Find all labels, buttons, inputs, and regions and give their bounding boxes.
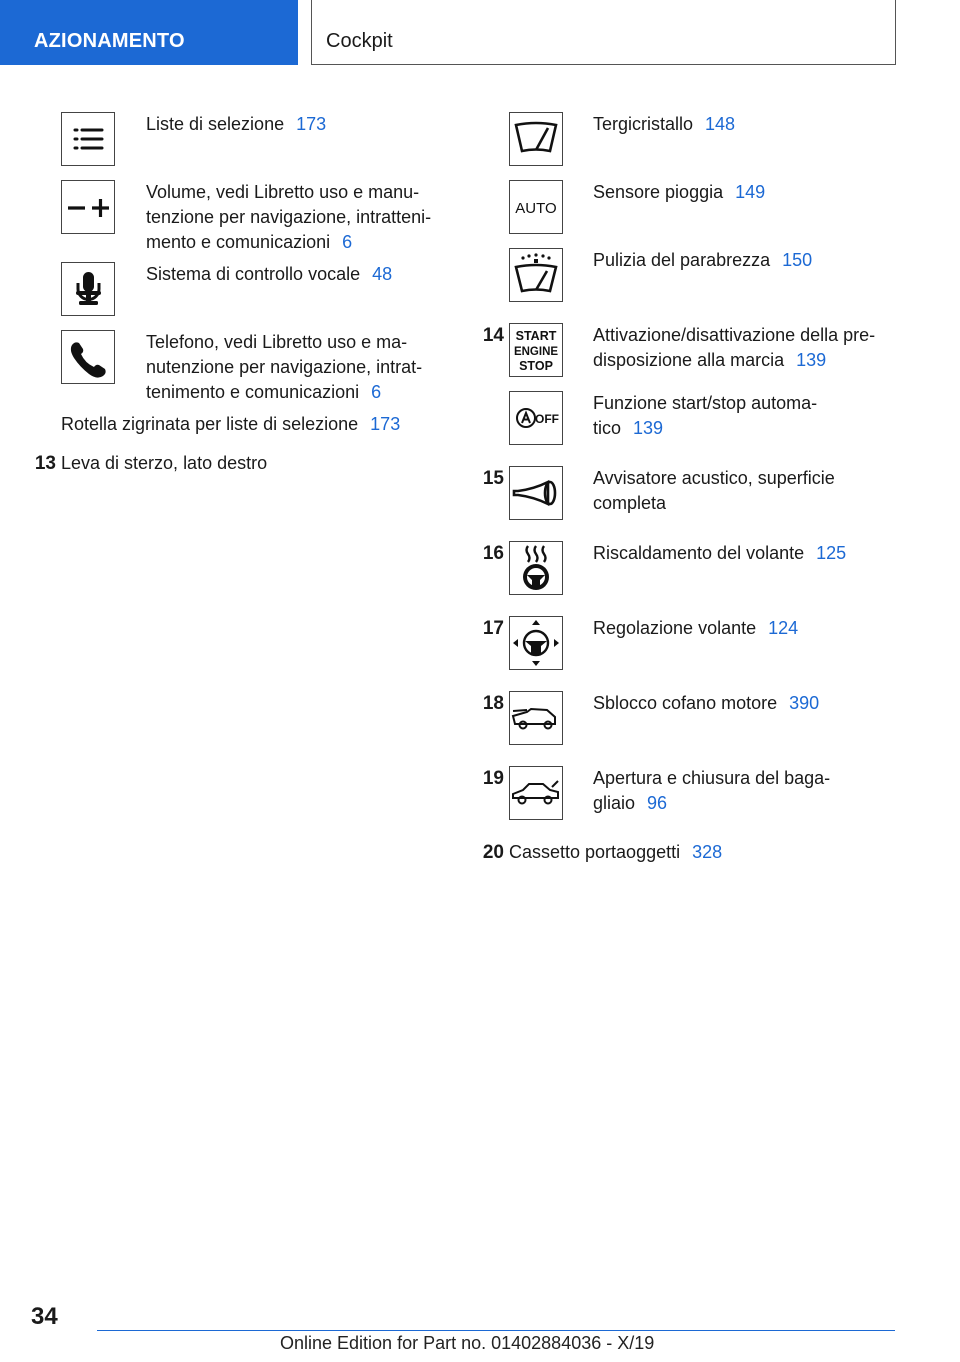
list-item: Liste di selezione 173	[146, 114, 327, 134]
list-item: Tergicristallo 148	[593, 114, 736, 134]
page-link[interactable]: 139	[796, 350, 827, 370]
auto-start-stop-off-icon	[509, 391, 563, 445]
page-link[interactable]: 390	[789, 693, 820, 713]
page-link[interactable]: 328	[692, 842, 723, 862]
page-number: 34	[31, 1303, 58, 1330]
page-link[interactable]: 148	[705, 114, 736, 134]
list-icon	[61, 112, 115, 166]
page-link[interactable]: 139	[633, 418, 664, 438]
page-link[interactable]: 173	[370, 414, 401, 434]
list-item: Funzione start/stop automa- tico 139	[593, 393, 818, 438]
page-link[interactable]: 6	[342, 232, 353, 252]
engine-label: ENGINE	[513, 346, 559, 358]
steering-adjust-icon	[509, 616, 563, 670]
item-number: 14	[482, 325, 504, 346]
page-link[interactable]: 150	[782, 250, 813, 270]
list-item: Regolazione volante 124	[593, 618, 799, 638]
item-number: 15	[482, 468, 504, 489]
item-number: 20	[482, 842, 504, 863]
footer-edition: Online Edition for Part no. 01402884036 - X/19	[280, 1333, 655, 1353]
list-item: Apertura e chiusura del baga- gliaio 96	[593, 768, 831, 813]
page-link[interactable]: 149	[735, 182, 766, 202]
phone-icon	[61, 330, 115, 384]
voice-control-icon	[61, 262, 115, 316]
hood-release-icon	[509, 691, 563, 745]
item-number: 16	[482, 543, 504, 564]
list-item: Avvisatore acustico, superficie completa	[593, 468, 835, 513]
page-link[interactable]: 48	[372, 264, 393, 284]
item-number: 17	[482, 618, 504, 639]
page-link[interactable]: 96	[647, 793, 668, 813]
page-link[interactable]: 124	[768, 618, 799, 638]
washer-icon	[509, 248, 563, 302]
section-tab: AZIONAMENTO	[0, 0, 298, 65]
list-item: Sistema di controllo vocale 48	[146, 264, 393, 284]
minus-plus-icon	[61, 180, 115, 234]
list-item: Riscaldamento del volante 125	[593, 543, 847, 563]
item-number: 19	[482, 768, 504, 789]
list-item: Attivazione/disattivazione della pre- disposizione alla marcia 139	[593, 325, 876, 370]
list-item: Telefono, vedi Libretto uso e ma- nutenzione per navigazione, intrat- tenimento e comunicazioni 6	[146, 332, 423, 402]
steering-wheel-heating-icon	[509, 541, 563, 595]
page-link[interactable]: 173	[296, 114, 327, 134]
trunk-icon	[509, 766, 563, 820]
list-item: Pulizia del parabrezza 150	[593, 250, 813, 270]
auto-label: AUTO	[515, 200, 557, 217]
page-link[interactable]: 6	[371, 382, 382, 402]
footer-divider	[97, 1330, 895, 1331]
stop-label: STOP	[519, 359, 553, 373]
start-label: START	[515, 329, 557, 343]
wiper-icon	[509, 112, 563, 166]
auto-icon	[509, 180, 563, 234]
page-link[interactable]: 125	[816, 543, 847, 563]
list-item: Cassetto portaoggetti 328	[509, 842, 723, 862]
item-number: 13	[34, 453, 56, 474]
item-number: 18	[482, 693, 504, 714]
start-engine-stop-icon	[509, 323, 563, 377]
list-item: Leva di sterzo, lato destro	[61, 453, 268, 473]
horn-icon	[509, 466, 563, 520]
off-label: OFF	[535, 412, 559, 426]
list-item: Sblocco cofano motore 390	[593, 693, 820, 713]
list-item: Sensore pioggia 149	[593, 182, 766, 202]
list-item: Volume, vedi Libretto uso e manu- tenzione per navigazione, intratteni- mento e comunicazioni 6	[146, 182, 432, 252]
list-item: Rotella zigrinata per liste di selezione 173	[61, 414, 401, 434]
chapter-title: Cockpit	[311, 0, 896, 65]
